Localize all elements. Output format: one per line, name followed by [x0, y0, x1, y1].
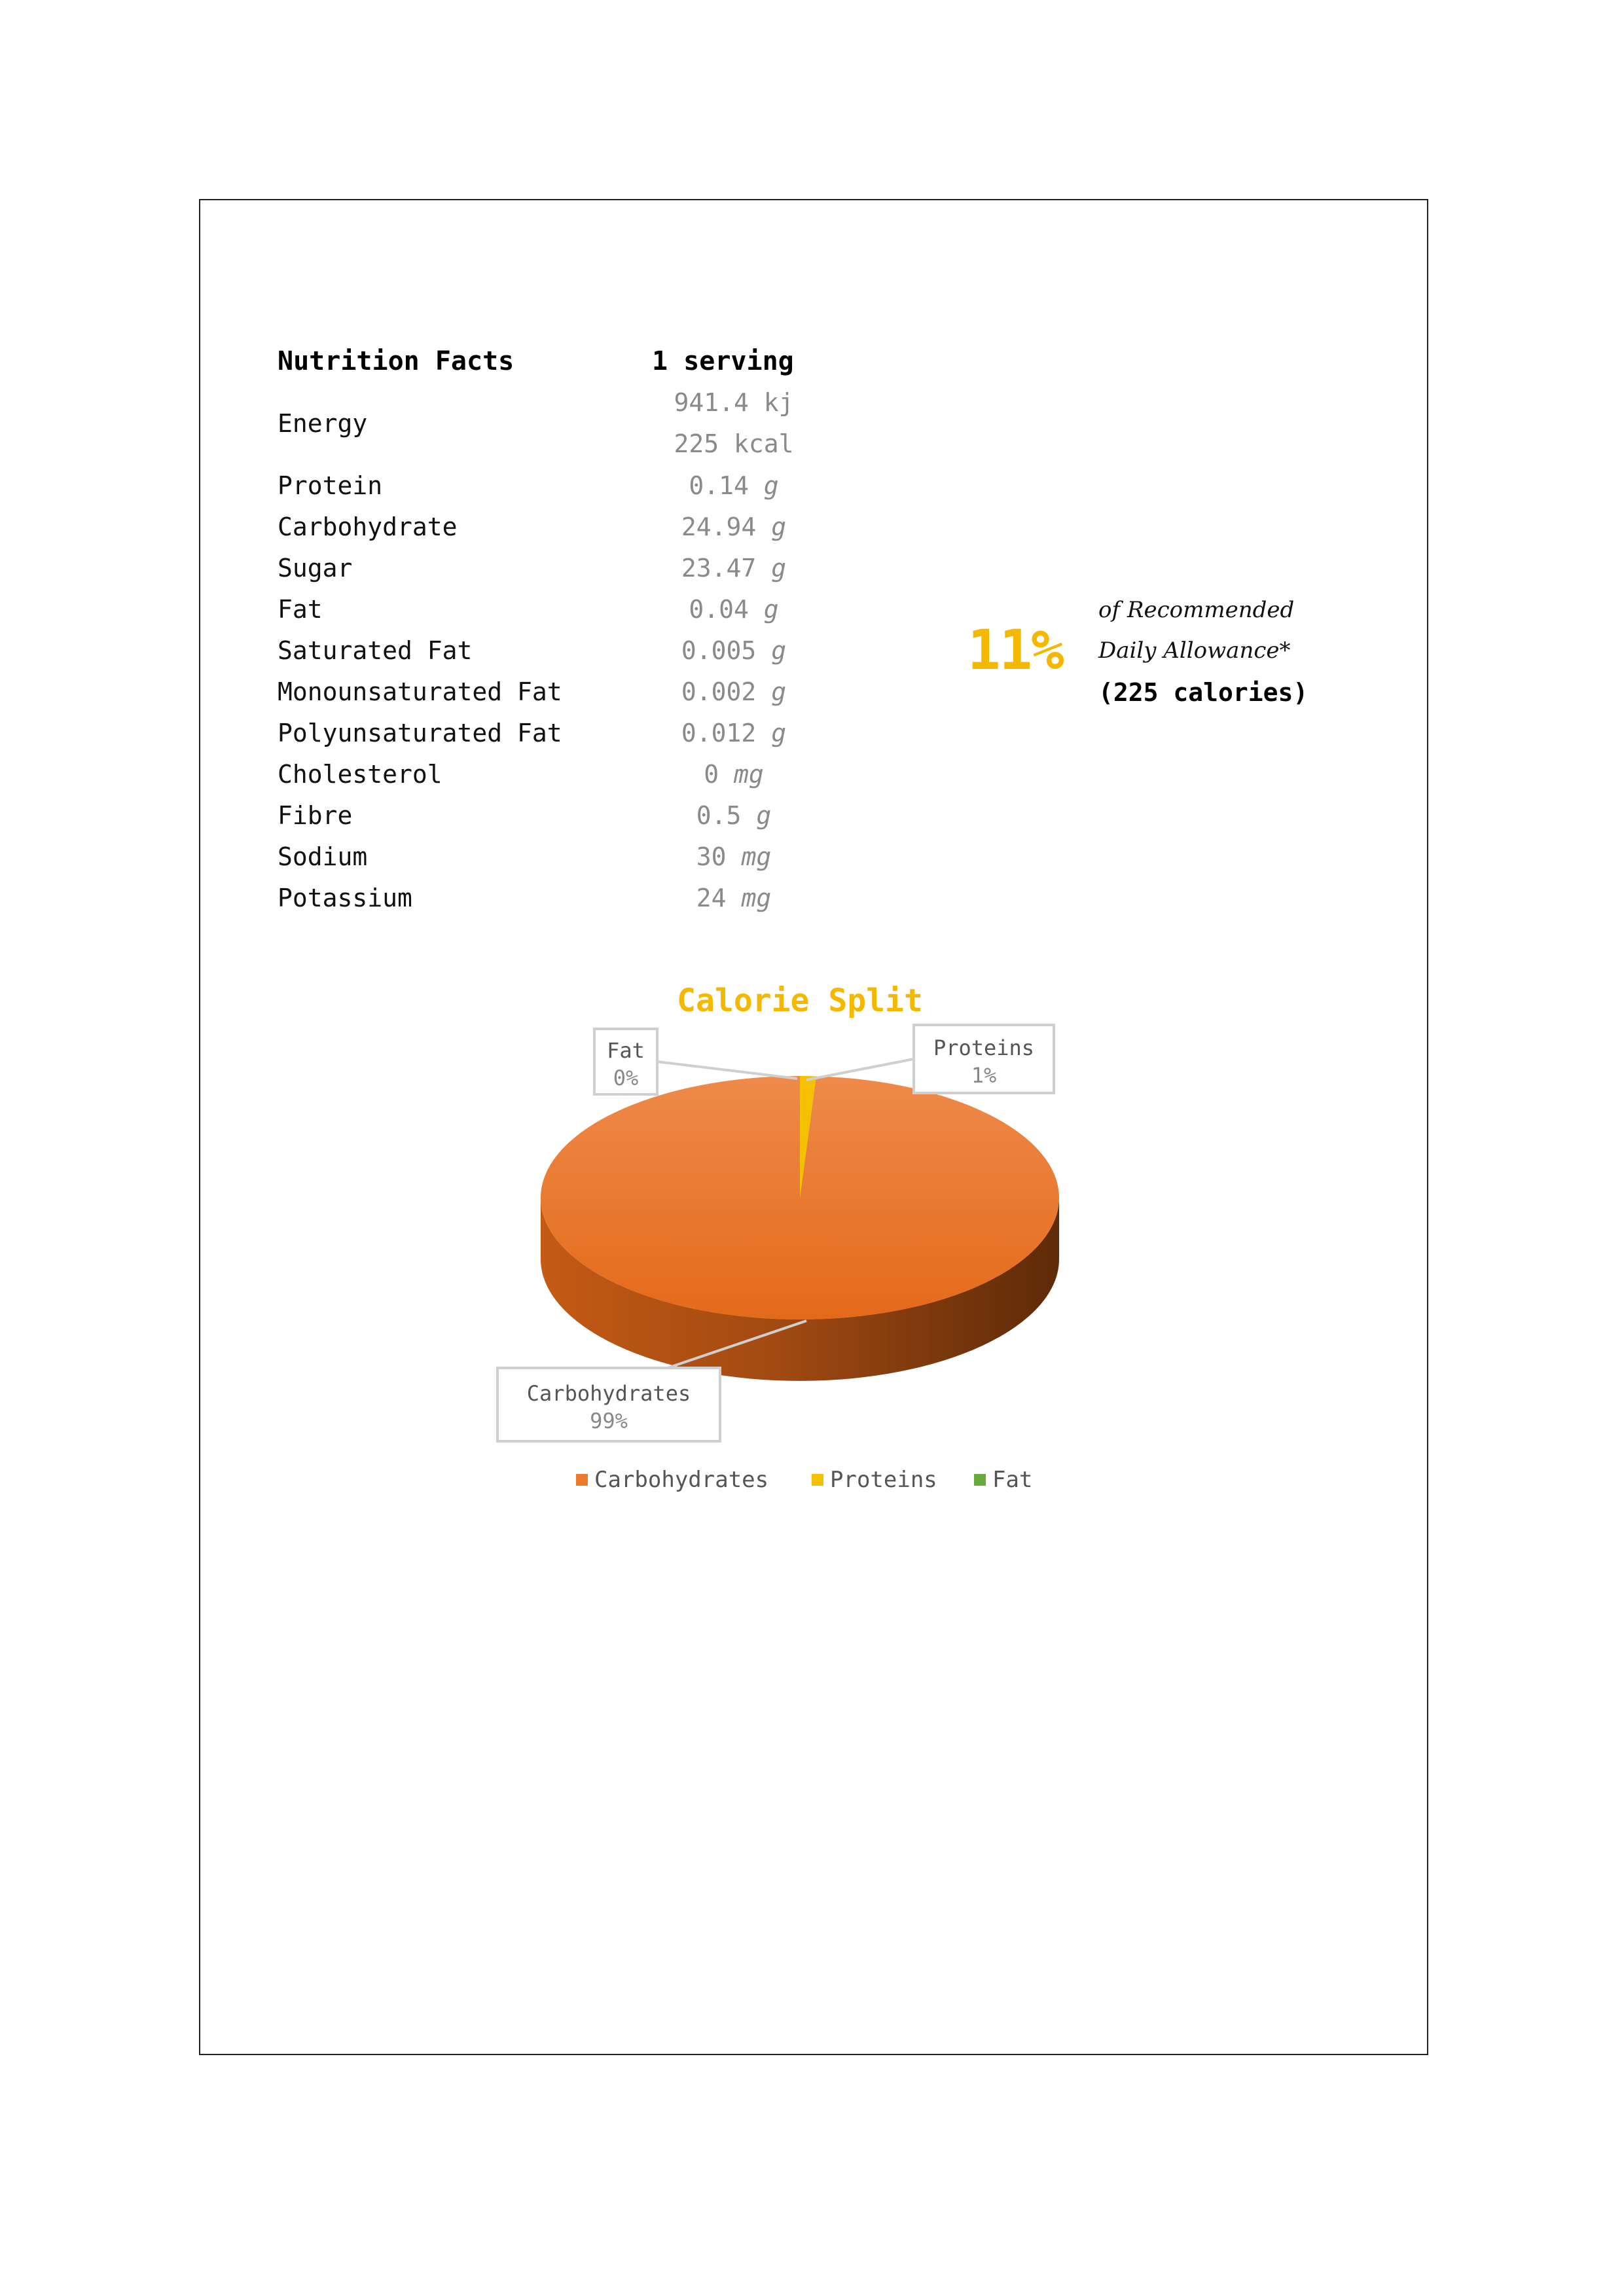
- nutrient-value: [639, 512, 829, 541]
- nutrient-unit: g: [763, 471, 779, 500]
- data-label-value: 1%: [971, 1063, 997, 1088]
- nutrient-unit: g: [771, 636, 787, 665]
- nutrient-name: Fat: [278, 594, 323, 624]
- nutrition-row: [278, 671, 867, 712]
- nutrient-value: [639, 471, 829, 500]
- nutrition-header: [278, 340, 867, 382]
- data-label-value: 0%: [613, 1066, 639, 1090]
- nutrient-name: Sodium: [278, 842, 368, 871]
- nutrition-row: [278, 630, 867, 671]
- nutrient-name: Protein: [278, 471, 383, 500]
- nutrient-unit: g: [771, 677, 787, 706]
- nutrient-value: [639, 636, 829, 665]
- nutrition-row: [278, 547, 867, 588]
- nutrient-unit: mg: [741, 883, 772, 912]
- nutrient-unit: g: [763, 594, 779, 624]
- nutrient-name: Cholesterol: [278, 759, 442, 789]
- nutrient-name: Potassium: [278, 883, 412, 912]
- legend-label: Proteins: [830, 1467, 937, 1493]
- data-label-name: Proteins: [933, 1035, 1035, 1060]
- nutrition-table: [278, 340, 867, 918]
- nutrient-amount: 24: [696, 883, 727, 912]
- nutrient-name: Monounsaturated Fat: [278, 677, 562, 706]
- nutrient-value: [639, 677, 829, 706]
- nutrient-amount: 0: [704, 759, 719, 789]
- nutrient-name: Carbohydrate: [278, 512, 458, 541]
- nutrition-row: [278, 753, 867, 795]
- legend-item-proteins: [812, 1467, 937, 1493]
- nutrient-unit: g: [771, 718, 787, 747]
- nutrient-name: Sugar: [278, 553, 353, 583]
- nutrient-unit: mg: [734, 759, 764, 789]
- nutrition-row: [278, 712, 867, 753]
- nutrient-amount: 0.5: [696, 800, 742, 830]
- nutrition-header-label: Nutrition Facts: [278, 346, 514, 376]
- energy-kcal: 225 kcal: [674, 429, 794, 458]
- rda-block: [967, 589, 1373, 720]
- nutrition-row: [278, 588, 867, 630]
- nutrient-amount: 24.94: [681, 512, 757, 541]
- nutrient-unit: g: [771, 512, 787, 541]
- legend-swatch: [812, 1474, 823, 1486]
- nutrition-rows: [278, 465, 867, 918]
- nutrition-row: [278, 465, 867, 506]
- nutrient-amount: 0.012: [681, 718, 757, 747]
- nutrient-value: [639, 801, 829, 830]
- nutrient-unit: g: [771, 553, 787, 583]
- energy-values: [639, 382, 829, 465]
- nutrient-amount: 0.005: [681, 636, 757, 665]
- data-label-value: 99%: [590, 1408, 628, 1433]
- data-label-name: Carbohydrates: [526, 1381, 691, 1406]
- nutrient-unit: mg: [741, 842, 772, 871]
- legend-item-carbohydrates: [576, 1467, 768, 1493]
- nutrient-amount: 30: [696, 842, 727, 871]
- rda-line-1: of Recommended: [1098, 597, 1295, 623]
- nutrient-amount: 23.47: [681, 553, 757, 583]
- pie-group: [541, 1076, 1059, 1381]
- legend-swatch: [576, 1474, 588, 1486]
- chart-title: Calorie Split: [677, 982, 923, 1019]
- nutrition-row: [278, 836, 867, 877]
- legend-label: Carbohydrates: [594, 1467, 769, 1493]
- nutrition-header-serving: 1 serving: [652, 346, 794, 376]
- nutrient-name: Polyunsaturated Fat: [278, 718, 562, 747]
- nutrient-name: Energy: [278, 409, 368, 438]
- legend-swatch: [974, 1474, 986, 1486]
- nutrient-value: [639, 760, 829, 789]
- nutrient-amount: 0.14: [689, 471, 749, 500]
- nutrient-value: [639, 595, 829, 624]
- nutrition-row: [278, 506, 867, 547]
- nutrient-name: Fibre: [278, 800, 353, 830]
- rda-line-3: (225 calories): [1098, 678, 1308, 707]
- energy-kj: 941.4 kj: [674, 388, 794, 417]
- nutrition-row-energy: [278, 382, 867, 465]
- nutrient-amount: 0.04: [689, 594, 749, 624]
- rda-percent: 11%: [967, 618, 1063, 682]
- nutrition-row: [278, 795, 867, 836]
- nutrient-value: [639, 719, 829, 747]
- data-label-name: Fat: [607, 1038, 645, 1063]
- nutrient-value: [639, 842, 829, 871]
- nutrition-row: [278, 877, 867, 918]
- nutrient-amount: 0.002: [681, 677, 757, 706]
- nutrient-name: Saturated Fat: [278, 636, 473, 665]
- nutrient-value: [639, 884, 829, 912]
- nutrient-value: [639, 554, 829, 583]
- rda-line-2: Daily Allowance*: [1098, 637, 1291, 664]
- legend-label: Fat: [992, 1467, 1033, 1493]
- nutrient-unit: g: [756, 800, 772, 830]
